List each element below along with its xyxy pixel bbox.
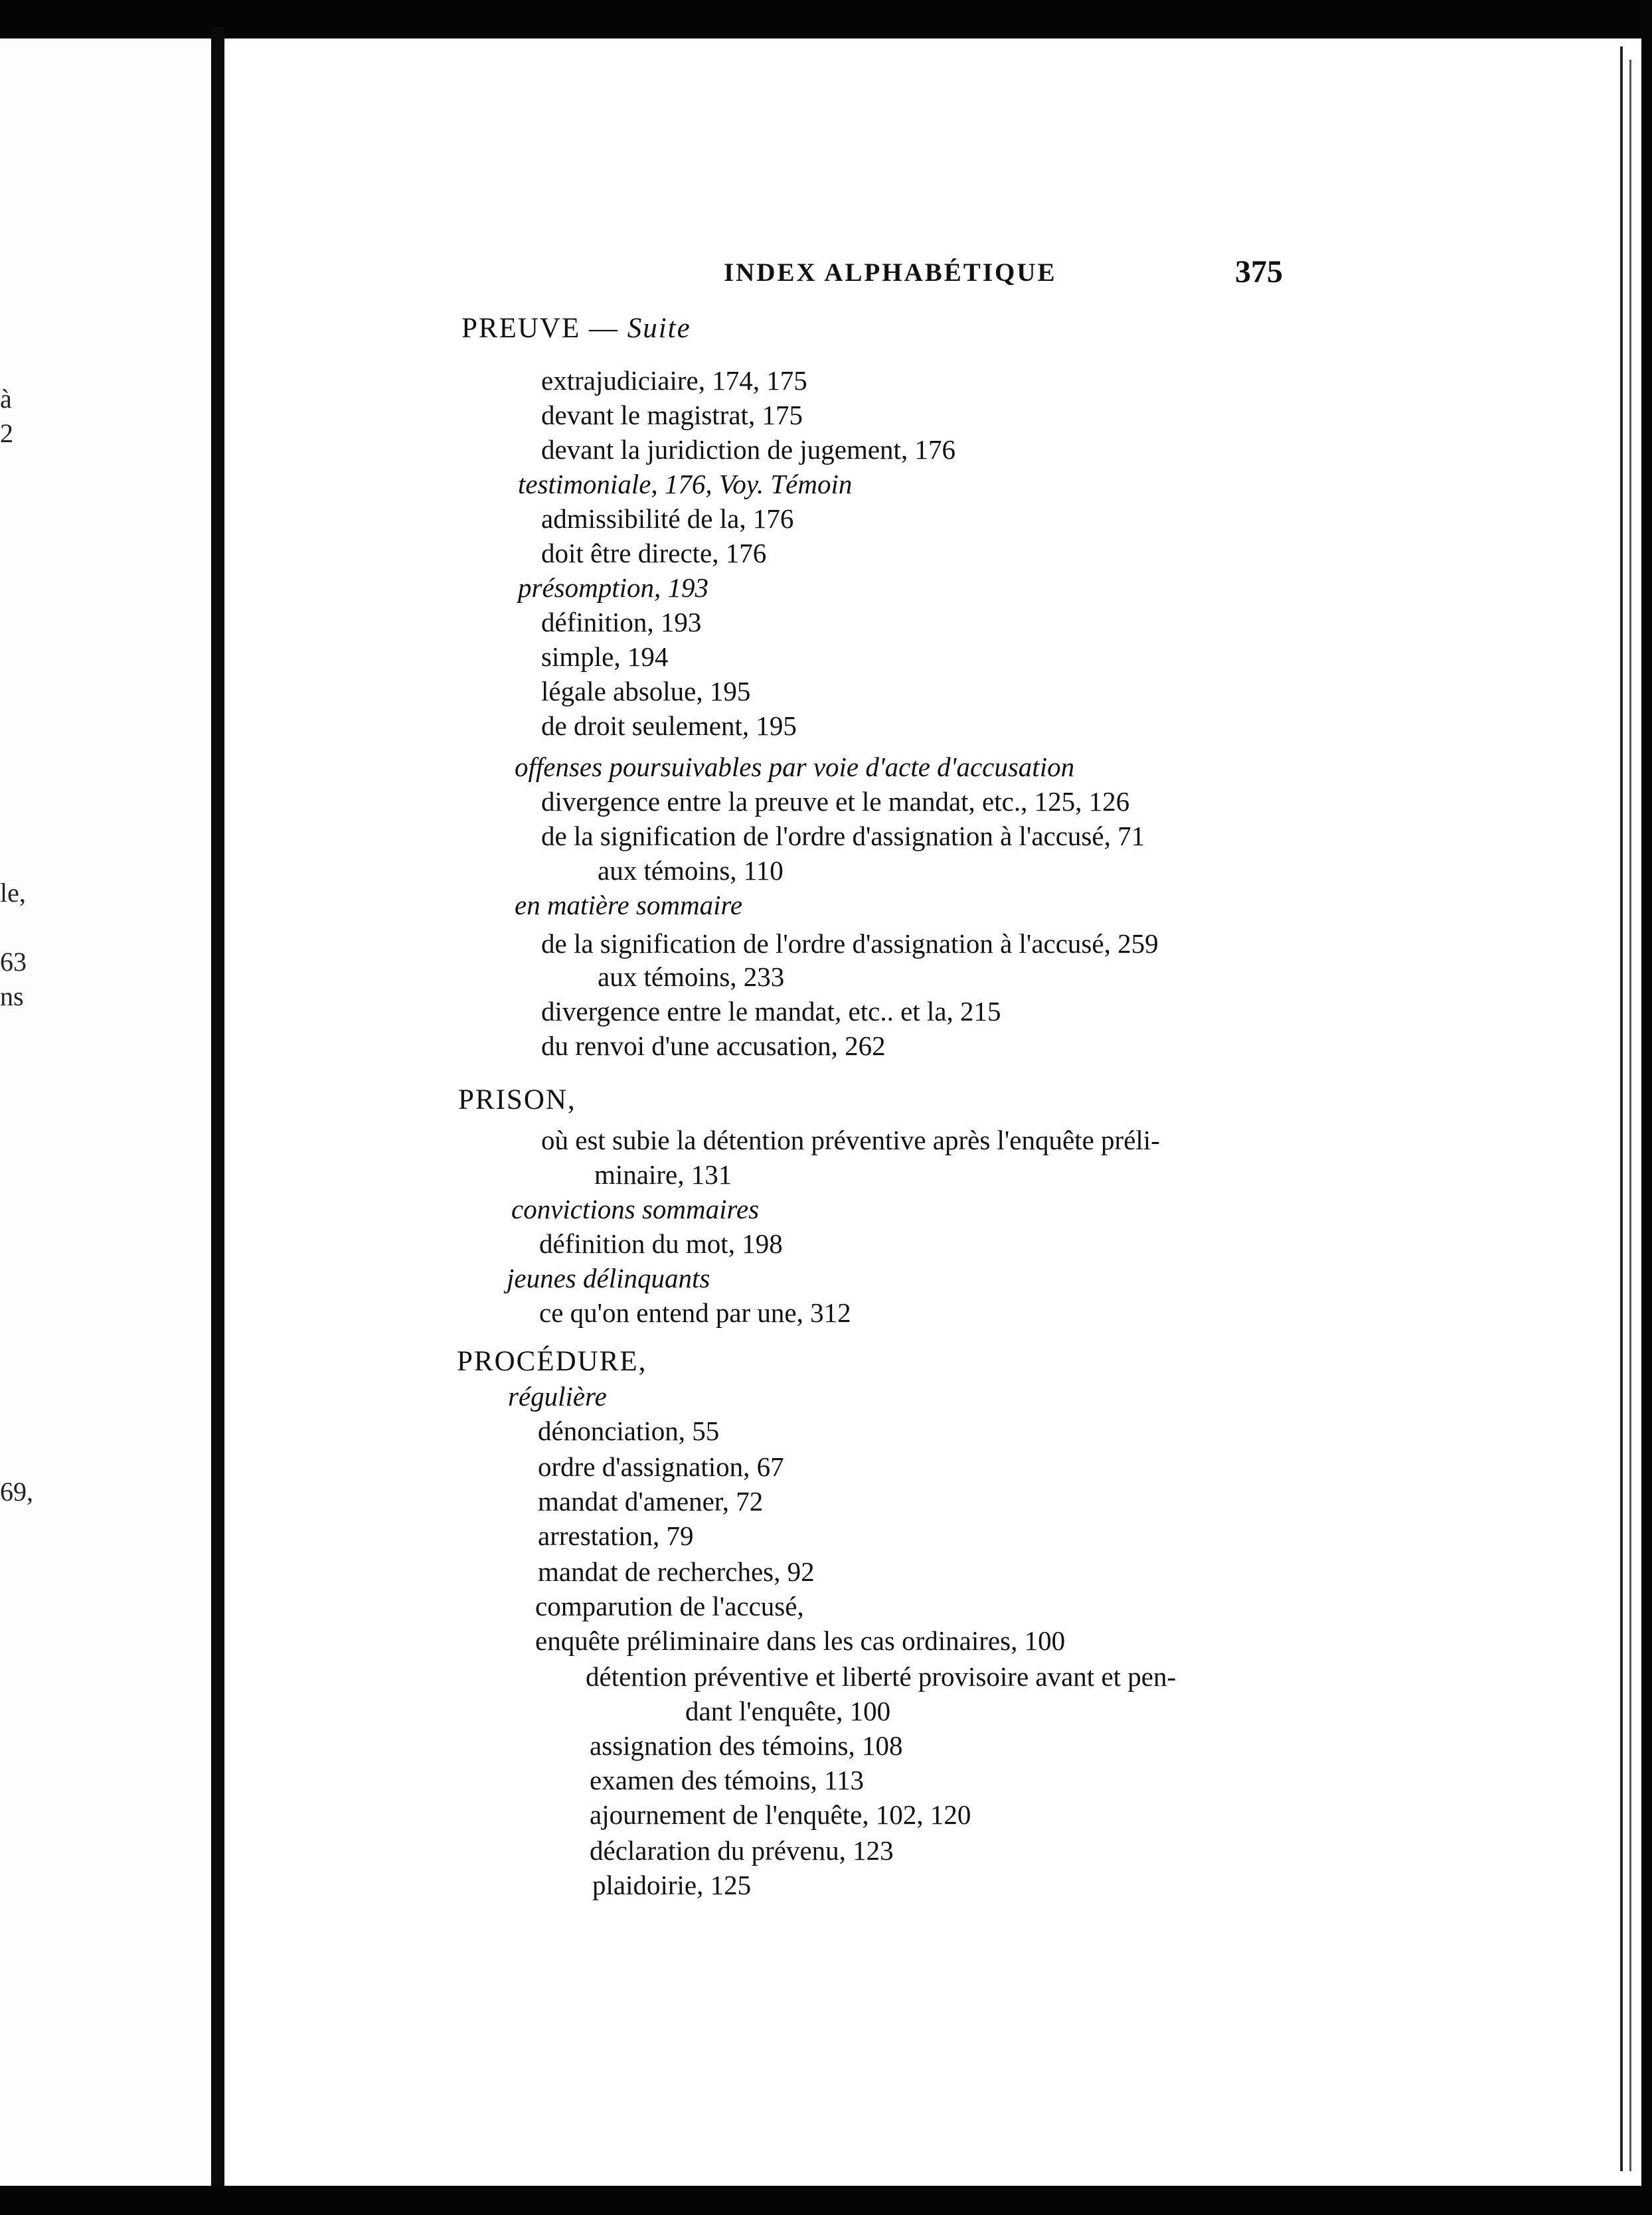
index-subheading: jeunes délinquants — [507, 1263, 710, 1293]
book-gutter — [211, 27, 224, 2198]
index-entry: ordre d'assignation, 67 — [538, 1451, 784, 1482]
index-subheading: présomption, 193 — [518, 572, 708, 603]
index-entry: doit être directe, 176 — [541, 538, 767, 568]
scan-top-border — [0, 0, 1652, 39]
index-heading: PROCÉDURE, — [457, 1346, 647, 1377]
index-page — [224, 39, 1619, 2186]
index-subheading: offenses poursuivables par voie d'acte d'accusation — [515, 752, 1075, 782]
index-entry: minaire, 131 — [594, 1159, 732, 1190]
running-header: INDEX ALPHABÉTIQUE — [724, 258, 1057, 287]
index-entry: enquête préliminaire dans les cas ordinaires, 100 — [535, 1625, 1066, 1656]
index-entry: du renvoi d'une accusation, 262 — [541, 1030, 886, 1061]
index-entry: légale absolue, 195 — [541, 676, 751, 706]
index-entry: divergence entre la preuve et le mandat, etc., 125, 126 — [541, 786, 1130, 817]
index-subheading: testimoniale, 176, Voy. Témoin — [518, 469, 853, 499]
index-entry: déclaration du prévenu, 123 — [590, 1835, 894, 1866]
left-page-fragment: le, — [0, 878, 26, 908]
index-entry: comparution de l'accusé, — [535, 1591, 804, 1621]
index-subheading: convictions sommaires — [511, 1194, 760, 1224]
index-entry: simple, 194 — [541, 641, 669, 672]
index-entry: devant la juridiction de jugement, 176 — [541, 434, 955, 465]
index-entry: assignation des témoins, 108 — [590, 1730, 903, 1761]
index-entry: de la signification de l'ordre d'assignation à l'accusé, 71 — [541, 821, 1145, 851]
index-entry: dénonciation, 55 — [538, 1416, 720, 1446]
index-entry: mandat de recherches, 92 — [538, 1556, 815, 1587]
index-entry: détention préventive et liberté provisoire avant et pen- — [586, 1661, 1177, 1692]
page-edge-line — [1629, 60, 1631, 2171]
left-page-fragment: 63 — [0, 947, 27, 977]
index-entry: aux témoins, 110 — [598, 855, 784, 886]
index-entry: ajournement de l'enquête, 102, 120 — [590, 1799, 971, 1830]
index-entry: dant l'enquête, 100 — [685, 1696, 891, 1726]
page-number: 375 — [1235, 254, 1283, 289]
index-entry: de droit seulement, 195 — [541, 710, 797, 741]
left-page-fragment: 69, — [0, 1477, 33, 1507]
index-subheading: en matière sommaire — [515, 890, 743, 920]
left-page-fragment: à — [0, 384, 12, 414]
index-entry: devant le magistrat, 175 — [541, 400, 803, 430]
page-edge-line — [1620, 46, 1623, 2171]
continued-label: Suite — [627, 313, 691, 344]
index-entry: définition du mot, 198 — [539, 1228, 783, 1259]
index-entry: aux témoins, 233 — [598, 961, 785, 992]
index-entry: extrajudiciaire, 174, 175 — [541, 365, 807, 396]
index-heading: PRISON, — [458, 1084, 576, 1115]
index-subheading: régulière — [508, 1381, 607, 1412]
scan-bottom-border — [0, 2186, 1652, 2215]
scan-right-border — [1641, 0, 1652, 2215]
index-entry: où est subie la détention préventive après l'enquête préli- — [541, 1125, 1160, 1155]
index-entry: admissibilité de la, 176 — [541, 503, 794, 534]
index-entry: de la signification de l'ordre d'assignation à l'accusé, 259 — [541, 928, 1159, 959]
index-entry: arrestation, 79 — [538, 1520, 694, 1551]
facing-page-left — [0, 39, 211, 2186]
index-entry: divergence entre le mandat, etc.. et la, 215 — [541, 996, 1001, 1026]
index-entry: ce qu'on entend par une, 312 — [539, 1297, 851, 1328]
index-entry: examen des témoins, 113 — [590, 1765, 864, 1795]
index-entry: plaidoirie, 125 — [592, 1870, 752, 1900]
left-page-fragment: 2 — [0, 418, 13, 448]
index-entry: définition, 193 — [541, 607, 702, 637]
index-entry: mandat d'amener, 72 — [538, 1486, 764, 1517]
left-page-fragment: ns — [0, 981, 24, 1011]
index-heading: PREUVE — Suite — [461, 313, 691, 344]
